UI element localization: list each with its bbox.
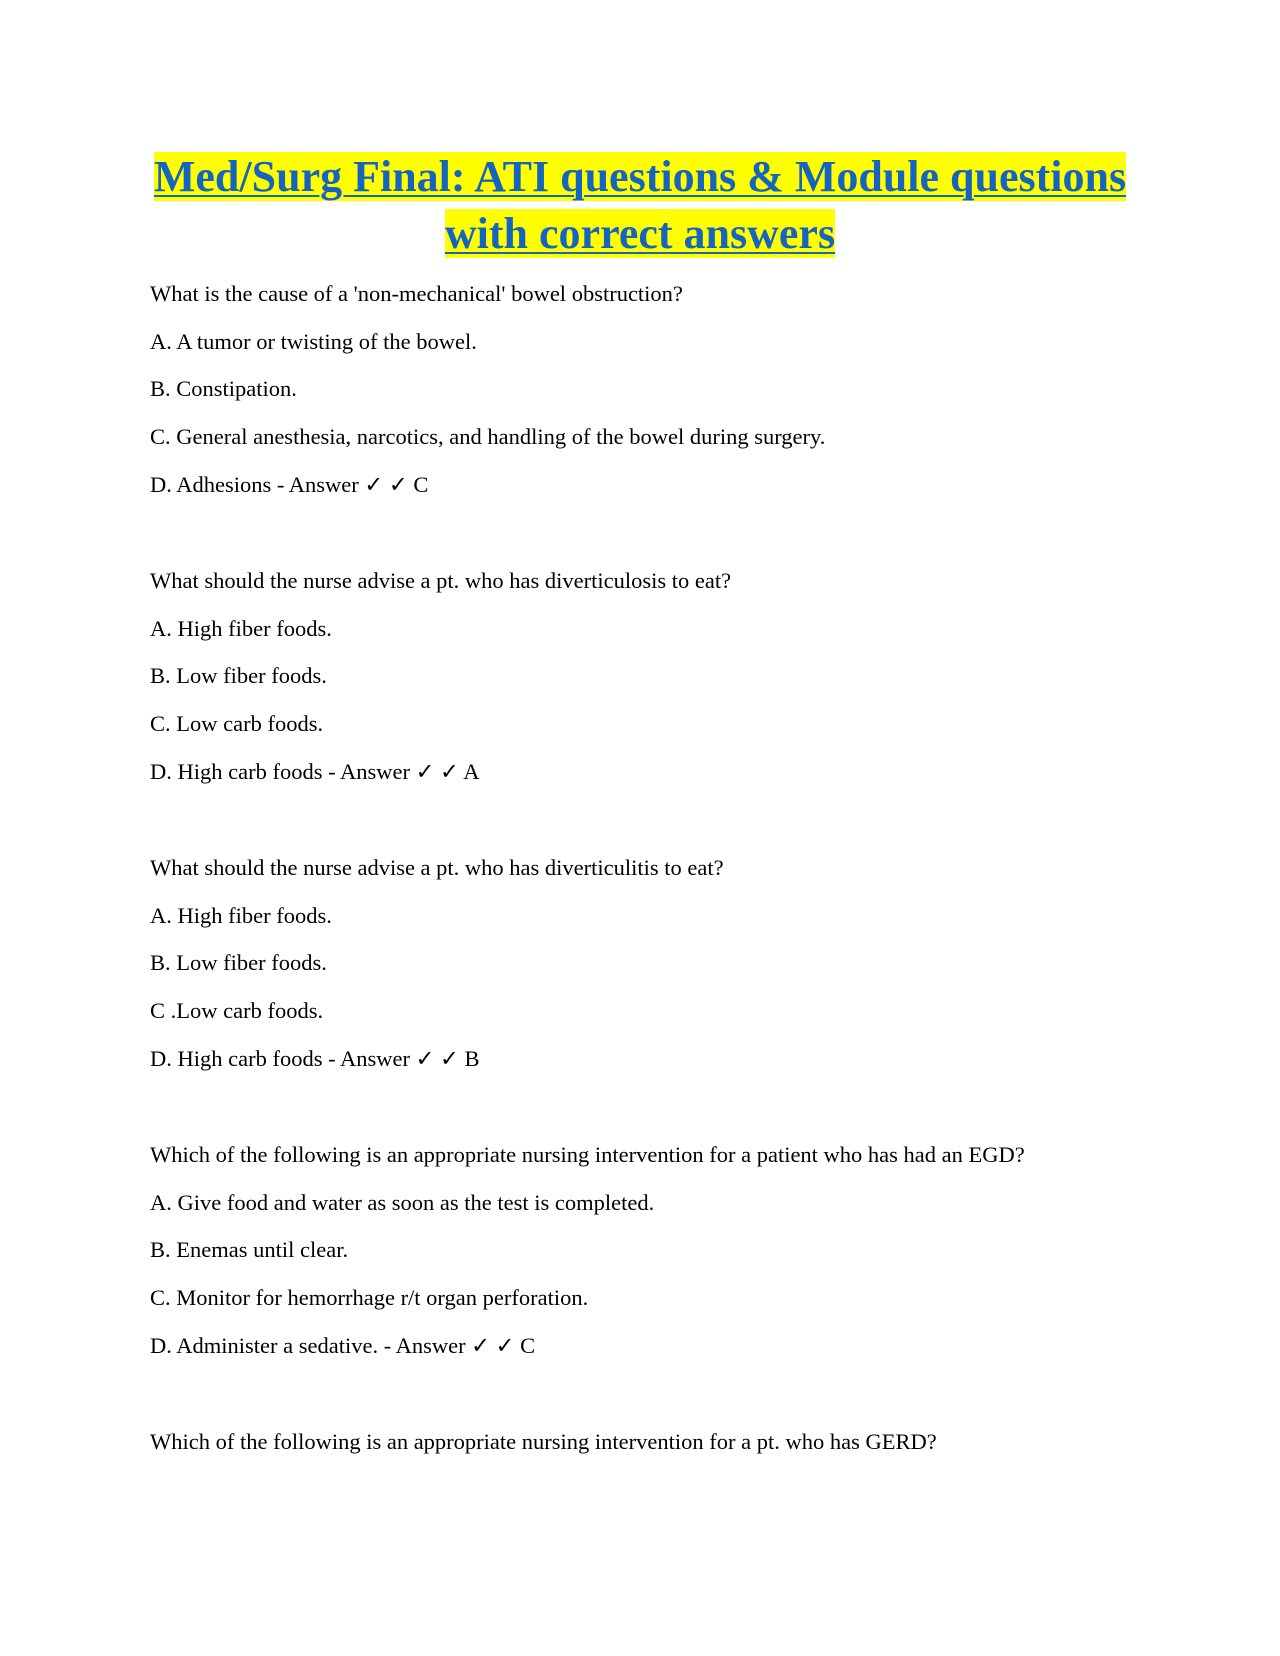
answer-option: B. Enemas until clear. xyxy=(150,1237,349,1263)
question-block xyxy=(150,565,1160,804)
answer-option: A. High fiber foods. xyxy=(150,902,332,928)
answer-option: B. Constipation. xyxy=(150,376,297,402)
question-block xyxy=(150,852,1160,1091)
answer-option: B. Low fiber foods. xyxy=(150,663,327,689)
question-text: Which of the following is an appropriate nursing intervention for a patient who has had an EGD? xyxy=(150,1141,1025,1167)
answer-option-with-key: D. High carb foods - Answer ✓ ✓ B xyxy=(150,1046,480,1072)
answer-option: C. Monitor for hemorrhage r/t organ perforation. xyxy=(150,1284,589,1310)
question-block xyxy=(150,1426,1160,1474)
answer-option-with-key: D. Adhesions - Answer ✓ ✓ C xyxy=(150,472,429,498)
question-block xyxy=(150,1139,1160,1378)
question-text: What should the nurse advise a pt. who has diverticulosis to eat? xyxy=(150,567,732,593)
question-spacer xyxy=(150,1091,1160,1139)
answer-option: B. Low fiber foods. xyxy=(150,950,327,976)
answer-option-with-key: D. Administer a sedative. - Answer ✓ ✓ C xyxy=(150,1333,536,1359)
question-spacer xyxy=(150,1378,1160,1426)
question-text: What is the cause of a 'non-mechanical' bowel obstruction? xyxy=(150,281,683,306)
answer-option: A. Give food and water as soon as the test is completed. xyxy=(150,1189,655,1215)
answer-option: C. General anesthesia, narcotics, and handling of the bowel during surgery. xyxy=(150,423,826,449)
question-text: Which of the following is an appropriate nursing intervention for a pt. who has GERD? xyxy=(150,1428,937,1454)
question-block xyxy=(150,278,1160,517)
document-title xyxy=(150,148,1130,262)
answer-option: C .Low carb foods. xyxy=(150,997,324,1023)
answer-option: A. High fiber foods. xyxy=(150,615,332,641)
question-list xyxy=(150,278,1160,1473)
document-title-text: Med/Surg Final: ATI questions & Module questions with correct answers xyxy=(153,152,1127,258)
answer-option: A. A tumor or twisting of the bowel. xyxy=(150,328,477,354)
question-spacer xyxy=(150,517,1160,565)
answer-option-with-key: D. High carb foods - Answer ✓ ✓ A xyxy=(150,759,480,785)
question-spacer xyxy=(150,804,1160,852)
answer-option: C. Low carb foods. xyxy=(150,710,324,736)
question-text: What should the nurse advise a pt. who has diverticulitis to eat? xyxy=(150,854,724,880)
